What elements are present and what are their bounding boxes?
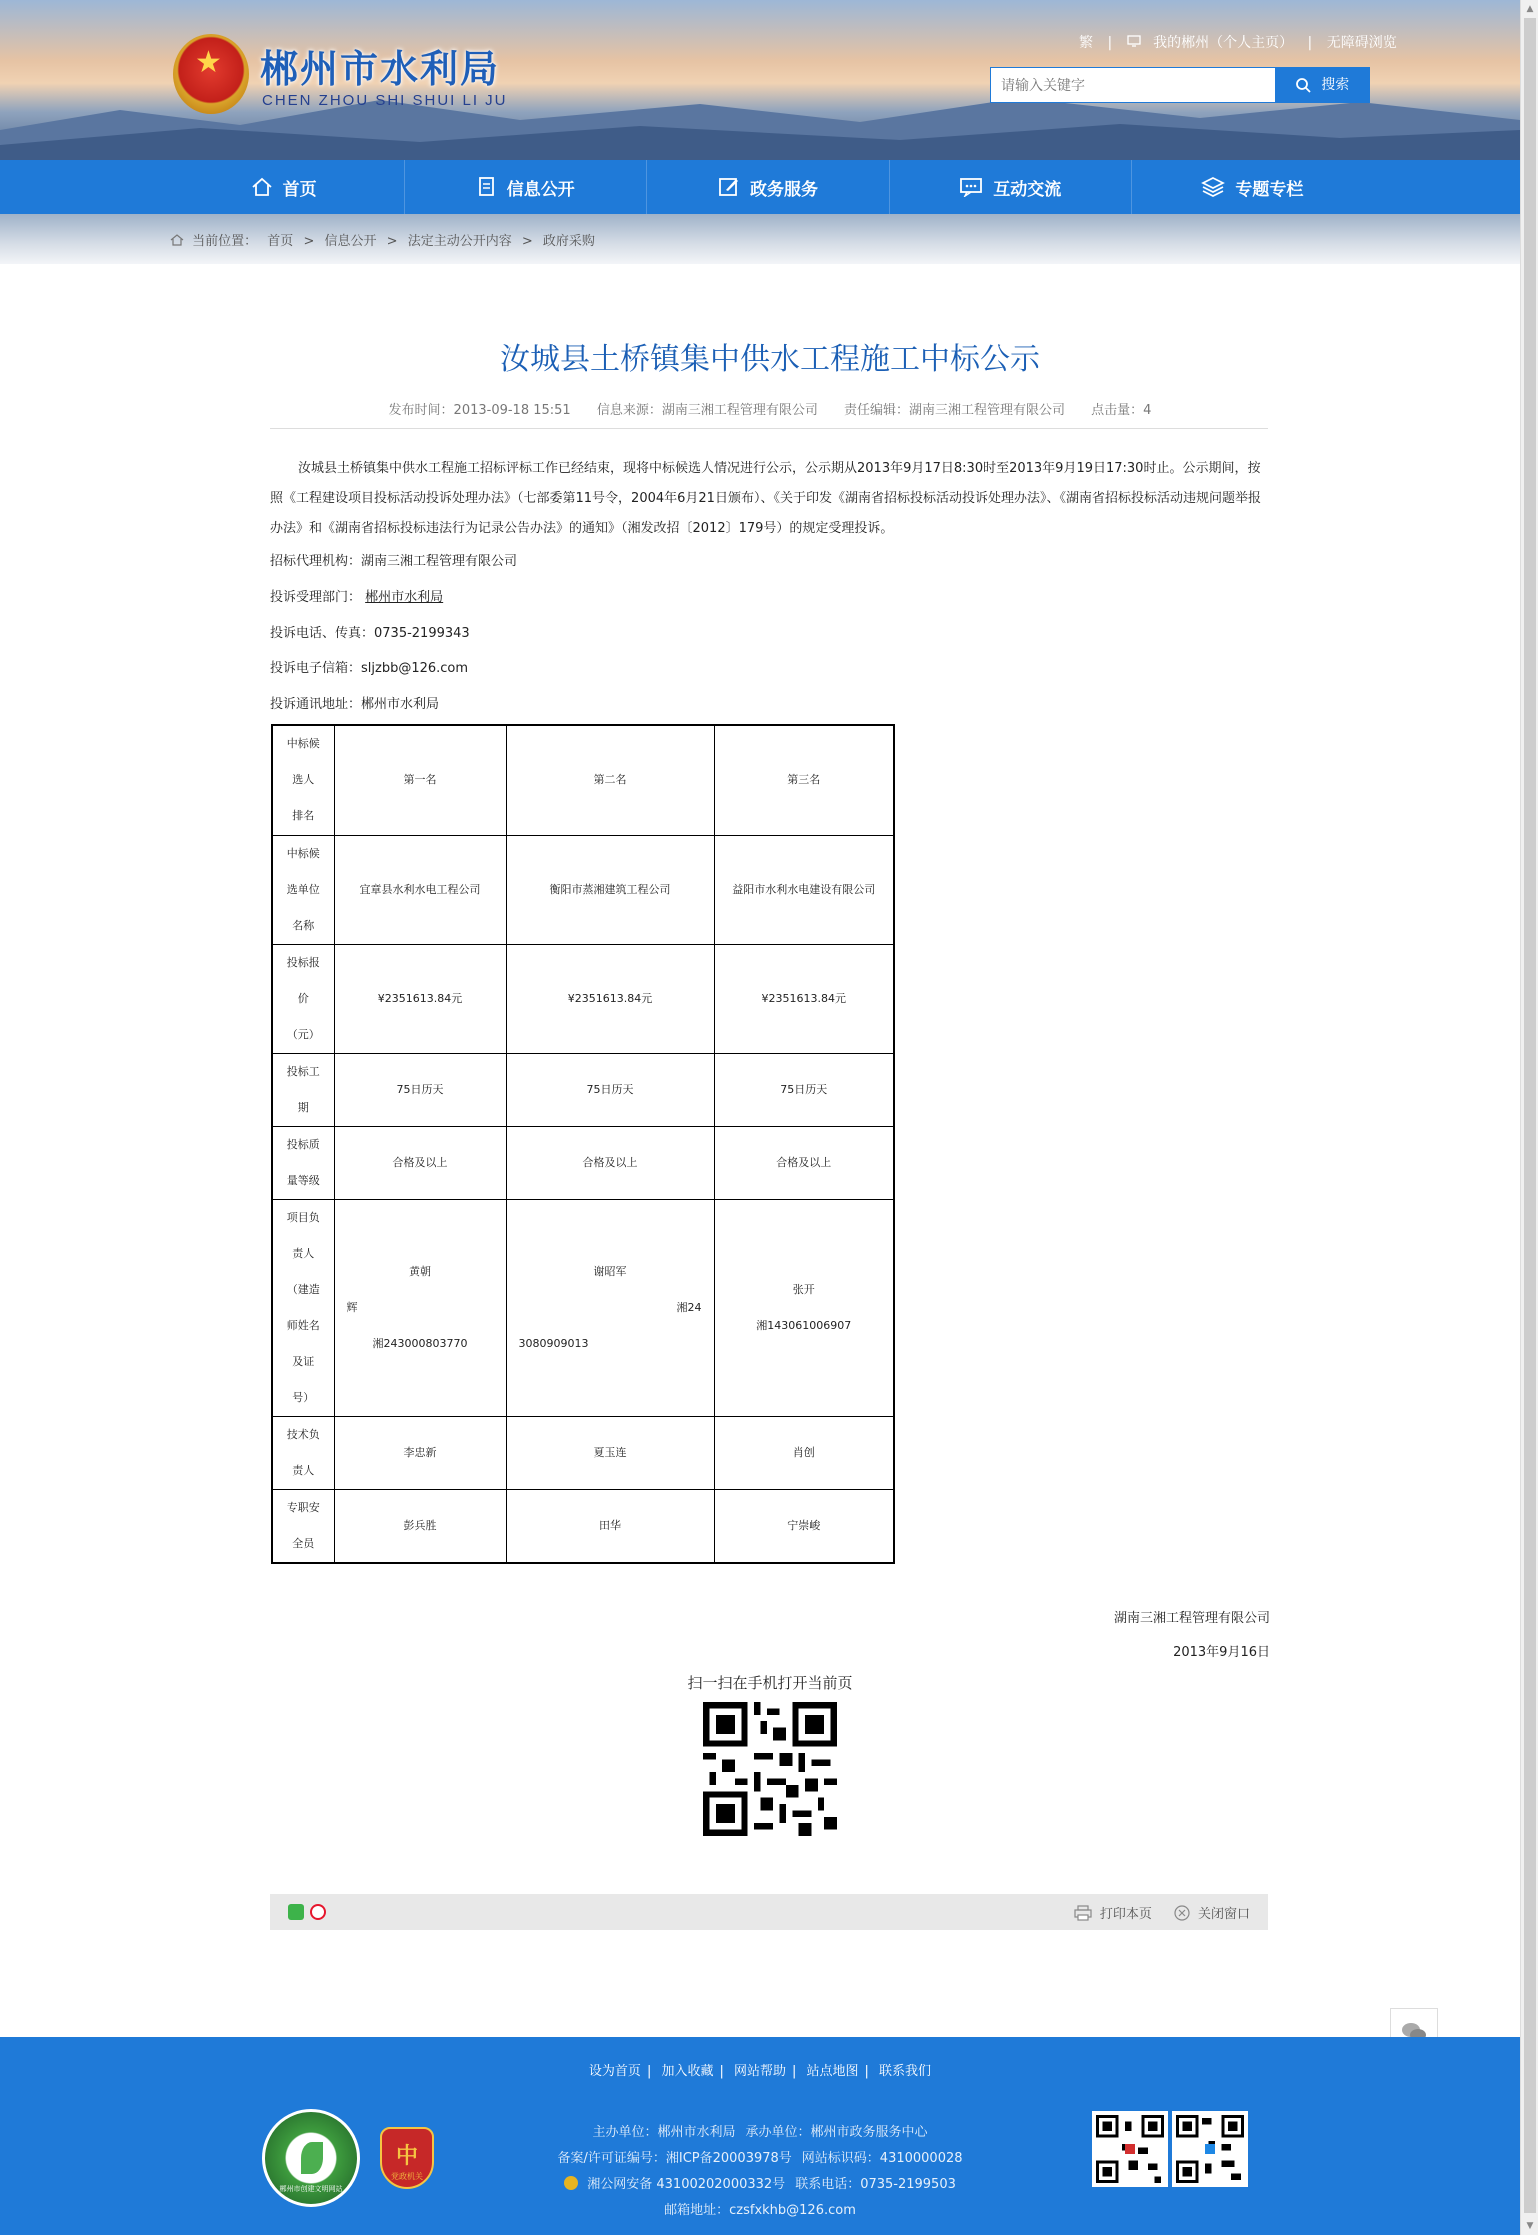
table-header-cell: 投标质 量等级 [272, 1126, 334, 1199]
nav-item-label: 信息公开 [506, 179, 575, 200]
table-cell: ¥2351613.84元 [506, 944, 714, 1053]
table-row [272, 944, 894, 1053]
table-header-cell: 项目负 责人 （建造 师姓名 及证 号） [272, 1199, 334, 1416]
site-title[interactable]: 郴州市水利局 [260, 47, 501, 91]
table-row [272, 1416, 894, 1489]
search-input[interactable] [991, 68, 1275, 102]
vertical-scrollbar[interactable] [1520, 0, 1538, 2235]
breadcrumb [170, 230, 601, 249]
sponsor: 主办单位：郴州市水利局 [592, 2125, 736, 2140]
table-cell [334, 1199, 506, 1416]
table-cell: ¥2351613.84元 [714, 944, 894, 1053]
edit-icon [718, 176, 740, 198]
qr-code-icon [703, 1702, 837, 1836]
publish-time: 发布时间：2013-09-18 15:51 [388, 403, 571, 418]
contact-email: 邮箱地址：czsfxkhb@126.com [664, 2203, 856, 2218]
complaint-dept-link[interactable]: 郴州市水利局 [365, 590, 444, 605]
breadcrumb-item-statutory[interactable]: 法定主动公开内容 [407, 234, 512, 249]
article-title: 汝城县土桥镇集中供水工程施工中标公示 [500, 342, 1040, 377]
close-label: 关闭窗口 [1197, 1907, 1250, 1922]
complaint-address-line: 投诉通讯地址：郴州市水利局 [270, 697, 440, 712]
table-cell [714, 1199, 894, 1416]
table-header-cell: 专职安 全员 [272, 1489, 334, 1563]
manager-name: 黄朝 [409, 1264, 431, 1278]
close-window-button[interactable] [1174, 1903, 1250, 1922]
table-header-cell: 投标工 期 [272, 1053, 334, 1126]
nav-item-label: 首页 [282, 179, 317, 200]
article-intro: 汝城县土桥镇集中供水工程施工招标评标工作已经结束，现将中标候选人情况进行公示，公示期从2013年9月17日8:30时至2013年9月19日17:30时止。公示期间，按照《工程建设项目投标活动投诉处理办法》（七部委第11号令，2004年6月21日颁布）、《关于印发《湖南省招标投标活动投诉处理办法》、《湖南省招标投标活动违规问题举报办法》和《湖南省招标投标违法行为记录公告办法》的通知》（湘发改招〔2012〕179号）的规定受理投诉。 [270, 461, 1261, 536]
set-homepage-link[interactable]: 设为首页 [588, 2064, 641, 2079]
complaint-email-line: 投诉电子信箱：sljzbb@126.com [270, 661, 469, 676]
qr-code-icon [1172, 2111, 1248, 2187]
table-header-cell: 中标候 选单位 名称 [272, 835, 334, 944]
icp-number[interactable]: 备案/许可证编号：湘ICP备20003978号 [557, 2151, 792, 2166]
table-row [272, 1199, 894, 1416]
search-box [990, 67, 1370, 103]
search-button[interactable] [1275, 68, 1369, 102]
scroll-down-arrow-icon[interactable]: ▼ [1526, 2221, 1534, 2231]
organizer: 承办单位：郴州市政务服务中心 [745, 2125, 928, 2140]
table-row [272, 725, 894, 835]
table-cell [506, 1199, 714, 1416]
breadcrumb-item-info[interactable]: 信息公开 [324, 234, 377, 249]
complaint-dept-label: 投诉受理部门： [270, 590, 362, 605]
layers-icon [1201, 176, 1225, 198]
sitemap-link[interactable]: 站点地图 [806, 2064, 859, 2079]
party-gov-badge-text: 党政机关 [391, 2172, 423, 2181]
breadcrumb-separator: > [303, 234, 315, 249]
contact-us-link[interactable]: 联系我们 [879, 2064, 932, 2079]
table-cell: 合格及以上 [506, 1126, 714, 1199]
editor: 责任编辑：湖南三湘工程管理有限公司 [844, 403, 1066, 418]
footer [0, 2037, 1520, 2235]
table-cell: 衡阳市蒸湘建筑工程公司 [506, 835, 714, 944]
breadcrumb-separator: > [521, 234, 533, 249]
search-icon [1295, 77, 1311, 93]
table-cell: 李忠新 [334, 1416, 506, 1489]
printer-icon [1074, 1905, 1092, 1921]
main-nav [0, 160, 1520, 214]
document-icon [477, 176, 497, 198]
print-button[interactable] [1074, 1903, 1152, 1922]
home-icon [170, 234, 184, 246]
breadcrumb-item-procurement[interactable]: 政府采购 [542, 234, 595, 249]
table-cell: 彭兵胜 [334, 1489, 506, 1563]
monitor-icon [1127, 35, 1145, 51]
breadcrumb-prefix: 当前位置： [192, 234, 258, 249]
footer-info [0, 2120, 1520, 2224]
national-emblem-icon: ★ [173, 34, 249, 114]
qr-caption: 扫一扫在手机打开当前页 [687, 1674, 853, 1692]
scrollbar-thumb[interactable] [1524, 18, 1536, 2213]
nav-item-gov-services[interactable] [647, 160, 889, 214]
table-row [272, 835, 894, 944]
complaint-dept-line [270, 586, 443, 605]
accessibility-link[interactable]: 无障碍浏览 [1326, 35, 1397, 51]
manager-name: 张开 [792, 1282, 815, 1296]
table-cell: 第二名 [506, 725, 714, 835]
footer-links: 设为首页 | 加入收藏 | 网站帮助 | 站点地图 | 联系我们 [588, 2064, 932, 2079]
chat-icon [959, 177, 983, 197]
traditional-chinese-link[interactable]: 繁 [1079, 35, 1093, 51]
party-gov-badge-glyph: 中 [396, 2144, 419, 2169]
article-container [170, 264, 1370, 2034]
nav-item-label: 专题专栏 [1235, 179, 1304, 200]
divider [270, 428, 1268, 429]
weibo-share-icon[interactable] [310, 1904, 326, 1920]
table-cell: ¥2351613.84元 [334, 944, 506, 1053]
header-banner [0, 0, 1520, 160]
manager-name: 谢昭军 [593, 1264, 627, 1278]
table-cell: 田华 [506, 1489, 714, 1563]
table-cell: 合格及以上 [334, 1126, 506, 1199]
site-pinyin: CHEN ZHOU SHI SHUI LI JU [262, 92, 508, 109]
table-header-cell: 技术负 责人 [272, 1416, 334, 1489]
nav-item-info-disclosure[interactable] [405, 160, 647, 214]
police-badge-icon [564, 2176, 578, 2190]
manager-cert-part: 湘24 [676, 1300, 702, 1314]
info-source: 信息来源：湖南三湘工程管理有限公司 [596, 403, 818, 418]
add-favorite-link[interactable]: 加入收藏 [661, 2064, 714, 2079]
qr-code-icon [1092, 2111, 1168, 2187]
top-links: 繁 | 我的郴州（个人主页） | 无障碍浏览 [1079, 35, 1397, 51]
nav-item-special-topics[interactable] [1132, 160, 1373, 214]
table-row [272, 1489, 894, 1563]
manager-cert: 3080909013 [518, 1336, 589, 1350]
table-cell: 宁崇峻 [714, 1489, 894, 1563]
nav-item-label: 互动交流 [993, 179, 1062, 200]
table-header-cell: 中标候 选人 排名 [272, 725, 334, 835]
table-cell: 宜章县水利水电工程公司 [334, 835, 506, 944]
table-cell: 第一名 [334, 725, 506, 835]
breadcrumb-item-home[interactable]: 首页 [267, 234, 294, 249]
manager-cert: 湘143061006907 [756, 1318, 852, 1332]
home-icon [251, 177, 273, 197]
site-help-link[interactable]: 网站帮助 [733, 2064, 786, 2079]
bid-candidates-table [271, 724, 895, 1564]
agency-line: 招标代理机构：湖南三湘工程管理有限公司 [270, 554, 518, 569]
table-row [272, 1126, 894, 1199]
search-button-label: 搜索 [1321, 77, 1350, 93]
table-cell: 第三名 [714, 725, 894, 835]
breadcrumb-separator: > [386, 234, 398, 249]
table-cell: 75日历天 [714, 1053, 894, 1126]
scroll-up-arrow-icon[interactable]: ▲ [1526, 4, 1534, 14]
table-cell: 益阳市水利水电建设有限公司 [714, 835, 894, 944]
sign-company: 湖南三湘工程管理有限公司 [1113, 1611, 1270, 1626]
contact-phone: 联系电话：0735-2199503 [795, 2177, 956, 2192]
table-cell: 合格及以上 [714, 1126, 894, 1199]
table-cell: 肖创 [714, 1416, 894, 1489]
table-cell: 75日历天 [506, 1053, 714, 1126]
print-label: 打印本页 [1099, 1907, 1152, 1922]
view-count: 点击量：4 [1091, 403, 1152, 418]
table-cell: 夏玉连 [506, 1416, 714, 1489]
manager-cert: 湘243000803770 [372, 1336, 468, 1350]
police-record[interactable]: 湘公网安备 43100202000332号 [587, 2177, 786, 2192]
wechat-share-icon[interactable] [288, 1904, 304, 1920]
nav-item-home[interactable] [163, 160, 405, 214]
civilized-badge-text: 郴州市创建文明网站 [279, 2185, 343, 2193]
my-chenzhou-link[interactable]: 我的郴州（个人主页） [1153, 35, 1294, 51]
table-header-cell: 投标报 价 （元） [272, 944, 334, 1053]
table-cell: 75日历天 [334, 1053, 506, 1126]
sign-date: 2013年9月16日 [1173, 1645, 1270, 1660]
close-icon [1174, 1905, 1190, 1921]
table-row [272, 1053, 894, 1126]
nav-item-interaction[interactable] [890, 160, 1132, 214]
nav-item-label: 政务服务 [750, 179, 818, 200]
site-id: 网站标识码：4310000028 [801, 2151, 963, 2166]
share-toolbar [270, 1894, 1268, 1930]
article-meta [170, 399, 1370, 418]
complaint-phone-line: 投诉电话、传真：0735-2199343 [270, 626, 470, 641]
manager-name-part: 辉 [346, 1300, 358, 1314]
